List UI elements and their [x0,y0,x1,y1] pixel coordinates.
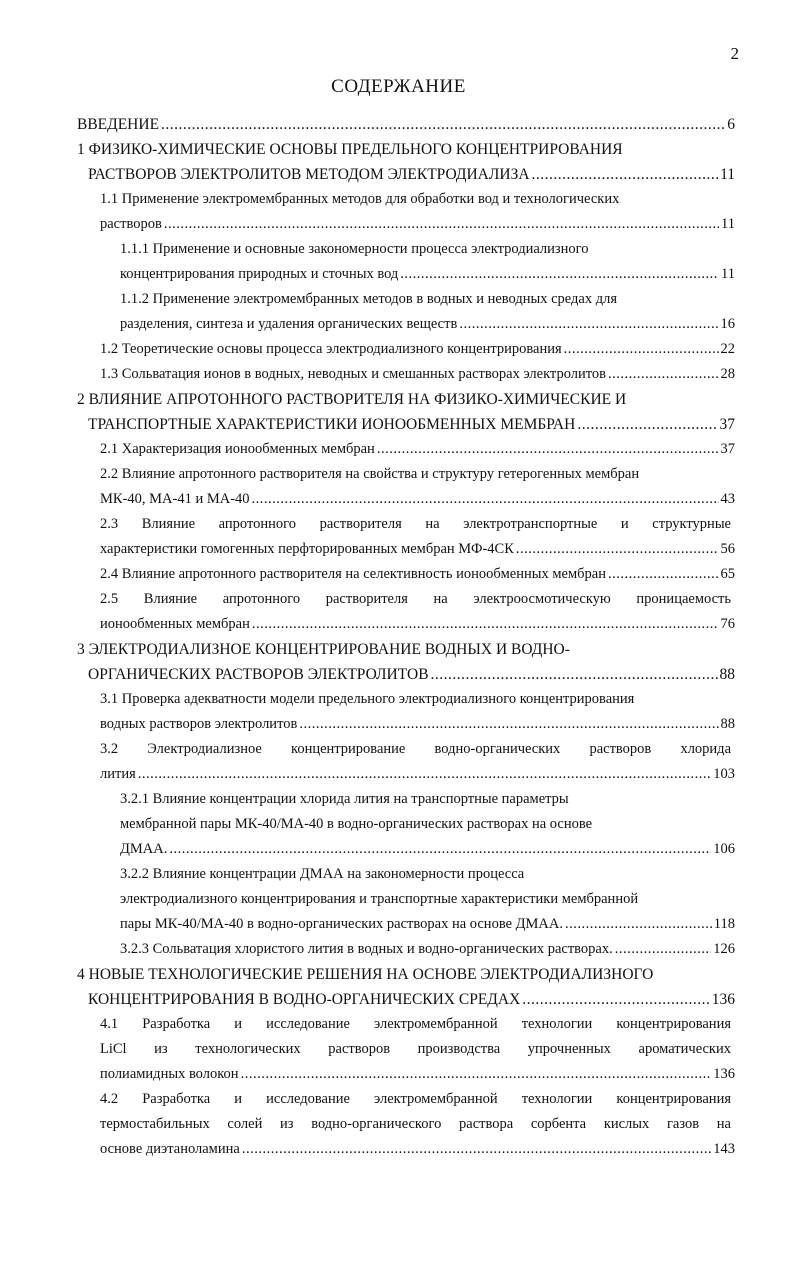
toc-entry-text: 1.1.2 Применение электромембранных методов в водных и неводных средах для [120,291,618,307]
toc-entry-text: 1.3 Сольватация ионов в водных, неводных и смешанных растворах электролитов [100,366,606,382]
toc-entry-text: 4 НОВЫЕ ТЕХНОЛОГИЧЕСКИЕ РЕШЕНИЯ НА ОСНОВЕ ЭЛЕКТРОДИАЛИЗНОГО [77,966,654,983]
toc-entry [0,137,797,187]
toc-entry [0,112,797,137]
toc-page-number: 126 [713,941,735,957]
toc-page-number: 43 [720,491,735,507]
toc-page-number: 136 [713,1066,735,1082]
toc-entry-text: основе диэтаноламина [100,1141,240,1157]
toc-entry [0,1087,797,1162]
dot-leader [522,987,709,1012]
toc-page-number: 136 [711,991,735,1008]
toc-entry-text: 1.1.1 Применение и основные закономерности процесса электродиализного [120,241,589,257]
toc-entry-text: мембранной пары МК-40/МА-40 в водно-органических растворах на основе [120,816,593,832]
toc-page-number: 11 [720,166,735,183]
toc-entry-text: 2.5 Влияние апротонного растворителя на электроосмотическую проницаемость [100,591,731,607]
toc-entry-text: 4.1 Разработка и исследование электромембранной технологии концентрирования [100,1016,731,1032]
toc-entry [0,287,797,337]
dot-leader [252,612,719,637]
dot-leader [138,762,711,787]
toc-entry [0,937,797,962]
toc-entry-text: характеристики гомогенных перфторированных мембран МФ-4СК [100,541,514,557]
toc-entry-text: 2 ВЛИЯНИЕ АПРОТОННОГО РАСТВОРИТЕЛЯ НА ФИЗИКО-ХИМИЧЕСКИЕ И [77,391,627,408]
dot-leader [169,837,711,862]
page-number: 2 [730,44,739,63]
toc-entry [0,962,797,1012]
toc-entry-text: 1 ФИЗИКО-ХИМИЧЕСКИЕ ОСНОВЫ ПРЕДЕЛЬНОГО КОНЦЕНТРИРОВАНИЯ [77,141,623,158]
toc-page-number: 28 [720,366,735,382]
dot-leader [459,312,718,337]
toc-page-number: 16 [720,316,735,332]
toc-page-number: 37 [719,416,735,433]
toc-entry-text: растворов [100,216,162,232]
toc-page-number: 65 [720,566,735,582]
dot-leader [242,1137,711,1162]
toc-entry [0,362,797,387]
dot-leader [252,487,719,512]
toc-page-number: 118 [713,916,735,932]
toc-page-number: 11 [721,266,735,282]
toc-page-number: 143 [713,1141,735,1157]
dot-leader [577,412,717,437]
toc-entry-text: 3.2.1 Влияние концентрации хлорида лития на транспортные параметры [120,791,569,807]
dot-leader [164,212,719,237]
toc-entry-text: 1.1 Применение электромембранных методов для обработки вод и технологических [100,191,620,207]
dot-leader [241,1062,712,1087]
toc-entry-text: ТРАНСПОРТНЫЕ ХАРАКТЕРИСТИКИ ИОНООБМЕННЫХ МЕМБРАН [88,416,576,433]
toc-entry-text: 2.3 Влияние апротонного растворителя на электротранспортные и структурные [100,516,731,532]
dot-leader [564,337,719,362]
toc-entry-text: 4.2 Разработка и исследование электромембранной технологии концентрирования [100,1091,731,1107]
toc-entry-text: 2.1 Характеризация ионообменных мембран [100,441,375,457]
dot-leader [377,437,719,462]
toc-entry [0,512,797,562]
dot-leader [615,937,712,962]
dot-leader [299,712,718,737]
toc-entry [0,462,797,512]
dot-leader [565,912,712,937]
toc-page-number: 88 [720,716,735,732]
toc-page-number: 11 [721,216,735,232]
toc-page-number: 103 [713,766,735,782]
toc-entry [0,187,797,237]
toc-entry-text: КОНЦЕНТРИРОВАНИЯ В ВОДНО-ОРГАНИЧЕСКИХ СРЕДАХ [88,991,521,1008]
toc-entry [0,587,797,637]
toc-entry [0,387,797,437]
dot-leader [400,262,719,287]
toc-entry-text: ионообменных мембран [100,616,250,632]
toc-entry-text: 3.2.3 Сольватация хлористого лития в водных и водно-органических растворах. [120,941,613,957]
dot-leader [161,112,725,137]
document-title: СОДЕРЖАНИЕ [331,76,466,97]
toc-entry [0,637,797,687]
dot-leader [516,537,719,562]
toc-entry-text: ДМАА. [120,841,168,857]
toc-page-number: 106 [713,841,735,857]
toc-entry [0,687,797,737]
toc-entry-text: LiCl из технологических растворов производства упрочненных ароматических [100,1041,731,1057]
toc-entry [0,437,797,462]
toc-entry [0,737,797,787]
toc-entry-text: 2.4 Влияние апротонного растворителя на селективность ионообменных мембран [100,566,606,582]
toc-page-number: 6 [727,116,735,133]
toc-entry [0,862,797,937]
toc-entry-text: термостабильных солей из водно-органического раствора сорбента кислых газов на [100,1116,731,1132]
toc-entry-text: разделения, синтеза и удаления органических веществ [120,316,458,332]
toc-entry [0,337,797,362]
dot-leader [532,162,719,187]
dot-leader [431,662,718,687]
toc-entry [0,1012,797,1087]
dot-leader [608,362,719,387]
dot-leader [608,562,719,587]
toc-entry-text: 3.2.2 Влияние концентрации ДМАА на закономерности процесса [120,866,525,882]
toc-entry-text: МК-40, МА-41 и МА-40 [100,491,250,507]
toc-entry-text: РАСТВОРОВ ЭЛЕКТРОЛИТОВ МЕТОДОМ ЭЛЕКТРОДИАЛИЗА [88,166,530,183]
toc-entry-text: электродиализного концентрирования и транспортные характеристики мембранной [120,891,639,907]
toc-page-number: 88 [719,666,735,683]
toc-entry-text: полиамидных волокон [100,1066,239,1082]
toc-entry-text: 2.2 Влияние апротонного растворителя на свойства и структуру гетерогенных мембран [100,466,640,482]
toc-entry-text: 3 ЭЛЕКТРОДИАЛИЗНОЕ КОНЦЕНТРИРОВАНИЕ ВОДНЫХ И ВОДНО- [77,641,570,658]
toc-entry [0,787,797,862]
toc-entry [0,237,797,287]
table-of-contents [0,112,797,1162]
toc-entry [0,562,797,587]
toc-entry-text: лития [100,766,136,782]
toc-page-number: 37 [720,441,735,457]
toc-entry-text: 3.2 Электродиализное концентрирование водно-органических растворов хлорида [100,741,731,757]
toc-entry-text: 3.1 Проверка адекватности модели предельного электродиализного концентрирования [100,691,635,707]
toc-entry-text: 1.2 Теоретические основы процесса электродиализного концентрирования [100,341,562,357]
toc-entry-text: концентрирования природных и сточных вод [120,266,399,282]
toc-page-number: 22 [720,341,735,357]
toc-entry-text: ОРГАНИЧЕСКИХ РАСТВОРОВ ЭЛЕКТРОЛИТОВ [88,666,429,683]
toc-entry-text: ВВЕДЕНИЕ [77,116,160,133]
toc-page-number: 56 [720,541,735,557]
toc-page-number: 76 [720,616,735,632]
toc-entry-text: пары МК-40/МА-40 в водно-органических растворах на основе ДМАА. [120,916,563,932]
toc-entry-text: водных растворов электролитов [100,716,298,732]
